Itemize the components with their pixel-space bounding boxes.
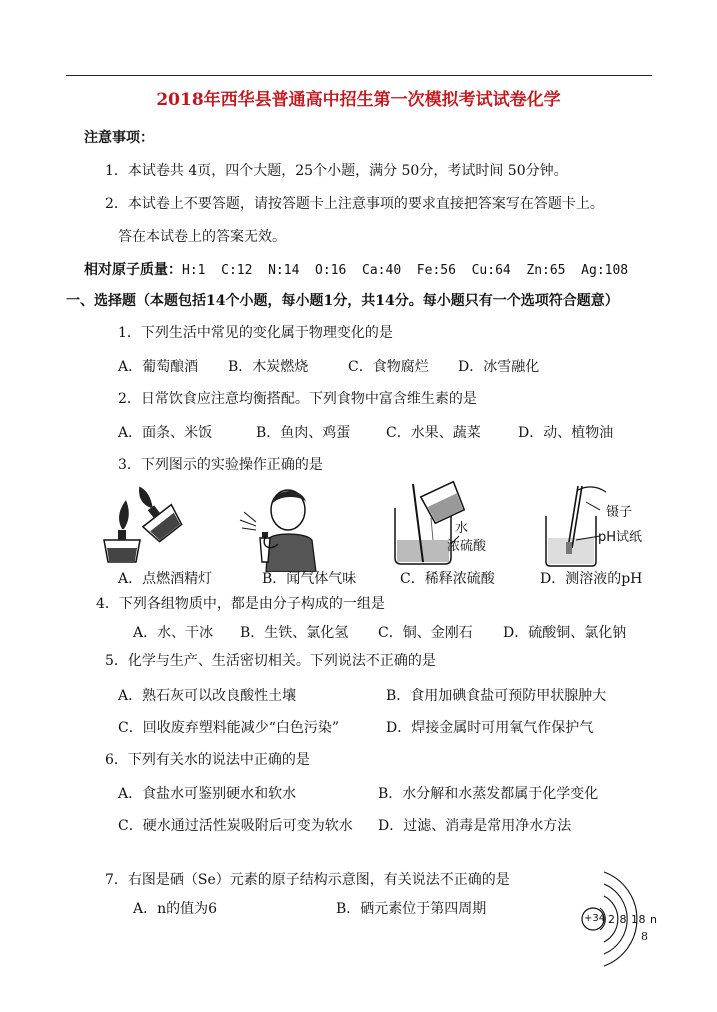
figure-c-dilute-acid <box>383 478 498 570</box>
option: B．食用加碘食盐可预防甲状腺肿大 <box>386 688 607 704</box>
option: A．葡萄酿酒 <box>118 359 199 375</box>
option: B．生铁、氯化氢 <box>240 625 349 641</box>
option: C．水果、蔬菜 <box>386 425 481 441</box>
atomic-mass-label: 相对原子质量： <box>84 262 182 278</box>
label-water: 水 <box>455 521 469 536</box>
atomic-mass-line <box>84 263 628 277</box>
option: C．硬水通过活性炭吸附后可变为软水 <box>118 818 353 834</box>
atomic-mass-values: H:1 C:12 N:14 O:16 Ca:40 Fe:56 Cu:64 Zn:65 Ag:108 <box>182 263 629 278</box>
label-ph-paper: pH试纸 <box>598 530 643 545</box>
option: A．面条、米饭 <box>118 425 213 441</box>
question-stem: 6．下列有关水的说法中正确的是 <box>105 752 310 768</box>
label-acid: 浓硫酸 <box>447 539 487 554</box>
question-stem: 2．日常饮食应注意均衡搭配。下列食物中富含维生素的是 <box>118 391 477 407</box>
note-item: 2．本试卷上不要答题，请按答题卡上注意事项的要求直接把答案写在答题卡上。 <box>105 196 604 212</box>
option: C．稀释浓硫酸 <box>400 571 495 587</box>
option: C．铜、金刚石 <box>378 625 473 641</box>
option: C．食物腐烂 <box>348 359 429 375</box>
option: A．n的值为6 <box>133 901 218 917</box>
option: B．闻气体气味 <box>262 571 357 587</box>
paper-title: 2018年西华县普通高中招生第一次模拟考试试卷化学 <box>156 90 561 110</box>
figure-a-alcohol-lamp <box>96 478 196 570</box>
atomic-structure-diagram <box>580 868 658 972</box>
notes-heading: 注意事项： <box>84 130 154 146</box>
note-item: 1．本试卷共 4页，四个大题，25个小题，满分 50分，考试时间 50分钟。 <box>105 163 568 179</box>
option: D．测溶液的pH <box>540 571 643 587</box>
option: D．冰雪融化 <box>458 359 540 375</box>
option: B．硒元素位于第四周期 <box>336 901 487 917</box>
question-stem: 4．下列各组物质中，都是由分子构成的一组是 <box>96 596 385 612</box>
electron-shells: 2 8 18 n <box>608 913 658 926</box>
note-item: 答在本试卷上的答案无效。 <box>118 229 286 245</box>
option: D．动、植物油 <box>518 425 614 441</box>
section-heading: 一、选择题（本题包括14个小题，每小题1分，共14分。每小题只有一个选项符合题意） <box>66 293 619 309</box>
figure-d-measure-ph <box>540 482 650 568</box>
option: A．食盐水可鉴别硬水和软水 <box>118 786 297 802</box>
question-stem: 1．下列生活中常见的变化属于物理变化的是 <box>118 325 393 341</box>
option: D．焊接金属时可用氧气作保护气 <box>386 720 594 736</box>
option: B．水分解和水蒸发都属于化学变化 <box>378 786 599 802</box>
option: D．过滤、消毒是常用净水方法 <box>378 818 572 834</box>
question-stem: 7．右图是硒（Se）元素的原子结构示意图，有关说法不正确的是 <box>105 872 510 888</box>
option: D．硫酸铜、氯化钠 <box>503 625 627 641</box>
question-stem: 3．下列图示的实验操作正确的是 <box>118 457 323 473</box>
page-number: 8 <box>641 930 648 943</box>
header-rule <box>66 75 652 76</box>
label-tweezers: 镊子 <box>606 505 633 520</box>
option: A．水、干冰 <box>133 625 214 641</box>
option: A．点燃酒精灯 <box>118 571 213 587</box>
option: A．熟石灰可以改良酸性土壤 <box>118 688 297 704</box>
option: B．木炭燃烧 <box>228 359 309 375</box>
figure-b-smell-gas <box>236 480 328 572</box>
question-stem: 5．化学与生产、生活密切相关。下列说法不正确的是 <box>105 653 436 669</box>
nucleus-charge: +34 <box>584 913 606 924</box>
option: B．鱼肉、鸡蛋 <box>256 425 351 441</box>
option: C．回收废弃塑料能减少“白色污染” <box>118 720 340 736</box>
